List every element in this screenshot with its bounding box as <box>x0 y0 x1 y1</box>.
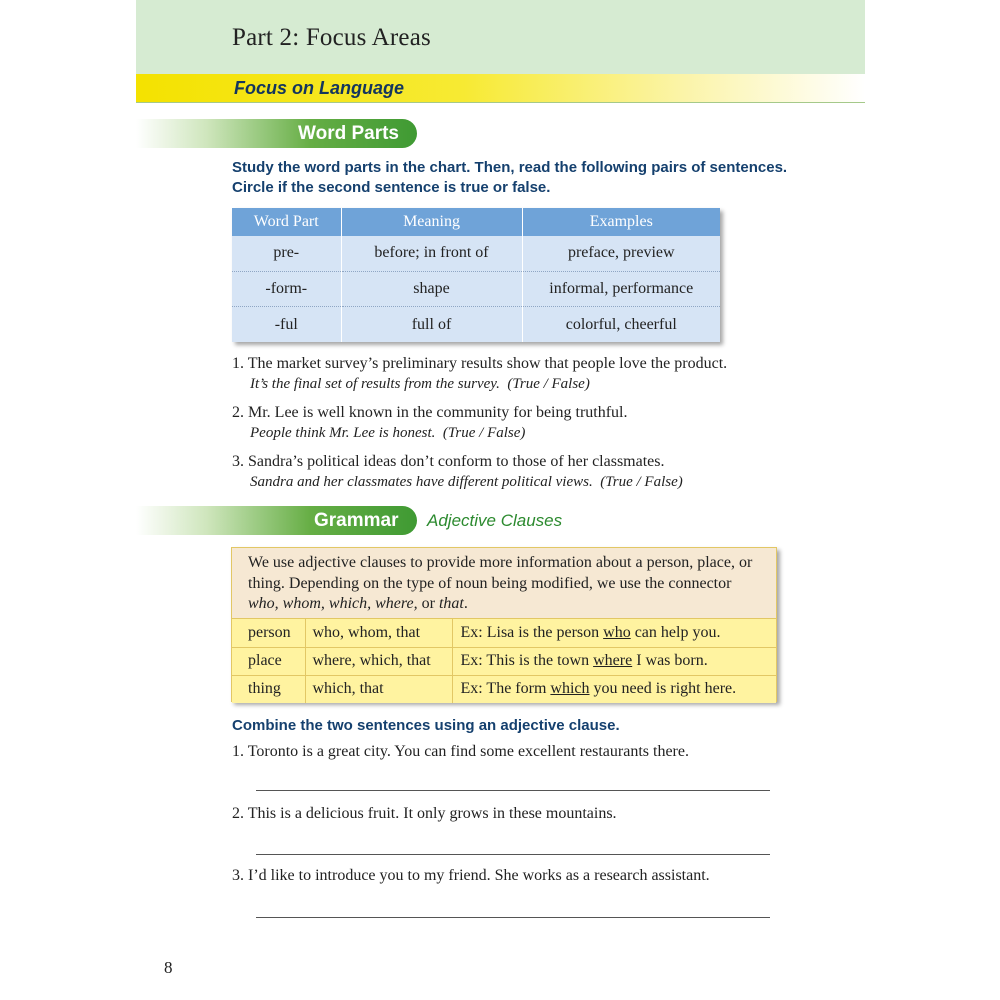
table-row <box>232 675 776 703</box>
exercise-1: 1. Toronto is a great city. You can find some excellent restaurants there. <box>232 743 689 760</box>
header-meaning: Meaning <box>341 208 522 236</box>
exercise-3: 3. I’d like to introduce you to my friend. She works as a research assistant. <box>232 867 710 884</box>
focus-title: Focus on Language <box>234 78 405 98</box>
table-row <box>232 307 720 342</box>
table-row <box>232 647 776 675</box>
answer-line-2[interactable] <box>256 854 770 855</box>
question-1 <box>232 354 727 394</box>
grammar-instructions: Combine the two sentences using an adjective clause. <box>232 717 620 734</box>
word-parts-table <box>232 208 720 342</box>
cell-examples: informal, performance <box>522 271 720 306</box>
question-2 <box>232 403 628 443</box>
question-text: 1. The market survey’s preliminary results show that people love the product. <box>232 355 728 372</box>
cell-word-part: -ful <box>232 307 341 342</box>
page-number: 8 <box>164 958 173 977</box>
connectors-cell: which, that <box>305 675 452 703</box>
table-row <box>232 236 720 271</box>
header-examples: Examples <box>522 208 720 236</box>
part-title: Part 2: Focus Areas <box>232 24 431 51</box>
question-text: 3. Sandra’s political ideas don’t conform to those of her classmates. <box>232 453 665 470</box>
table-row <box>232 619 776 647</box>
cell-meaning: before; in front of <box>341 236 522 271</box>
connectors-cell: who, whom, that <box>305 619 452 647</box>
question-3 <box>232 452 683 492</box>
grammar-label: Grammar <box>314 510 399 531</box>
connectors-cell: where, which, that <box>305 647 452 675</box>
example-cell: Ex: The form which you need is right here. <box>452 675 776 703</box>
answer-line-1[interactable] <box>256 790 770 791</box>
exercise-2: 2. This is a delicious fruit. It only grows in these mountains. <box>232 805 617 822</box>
word-parts-label: Word Parts <box>298 123 400 144</box>
true-false-options[interactable]: (True / False) <box>442 425 526 441</box>
word-parts-instructions: Study the word parts in the chart. Then, read the following pairs of sentences. Circle if the second sentence is true or false. <box>232 159 788 196</box>
grammar-subtitle: Adjective Clauses <box>427 511 563 530</box>
true-false-options[interactable]: (True / False) <box>507 376 590 392</box>
question-statement: Sandra and her classmates have different political views. (True / False) <box>250 474 683 490</box>
noun-cell: thing <box>232 675 305 703</box>
grammar-intro: We use adjective clauses to provide more information about a person, place, or thing. Depending on the type of noun being modified, we use the connector who, whom, which, where, or that. <box>232 548 776 619</box>
question-text: 2. Mr. Lee is well known in the community for being truthful. <box>232 404 628 421</box>
cell-examples: preface, preview <box>522 236 720 271</box>
grammar-box <box>231 547 777 702</box>
example-cell: Ex: Lisa is the person who can help you. <box>452 619 776 647</box>
grammar-table <box>232 619 776 703</box>
answer-line-3[interactable] <box>256 917 770 918</box>
cell-examples: colorful, cheerful <box>522 307 720 342</box>
question-statement: It’s the final set of results from the survey. (True / False) <box>250 376 590 392</box>
cell-meaning: full of <box>341 307 522 342</box>
noun-cell: place <box>232 647 305 675</box>
example-cell: Ex: This is the town where I was born. <box>452 647 776 675</box>
cell-meaning: shape <box>341 271 522 306</box>
question-statement: People think Mr. Lee is honest. (True / False) <box>250 425 526 441</box>
table-row <box>232 271 720 306</box>
noun-cell: person <box>232 619 305 647</box>
header-word-part: Word Part <box>232 208 341 236</box>
cell-word-part: pre- <box>232 236 341 271</box>
cell-word-part: -form- <box>232 271 341 306</box>
true-false-options[interactable]: (True / False) <box>600 474 683 490</box>
